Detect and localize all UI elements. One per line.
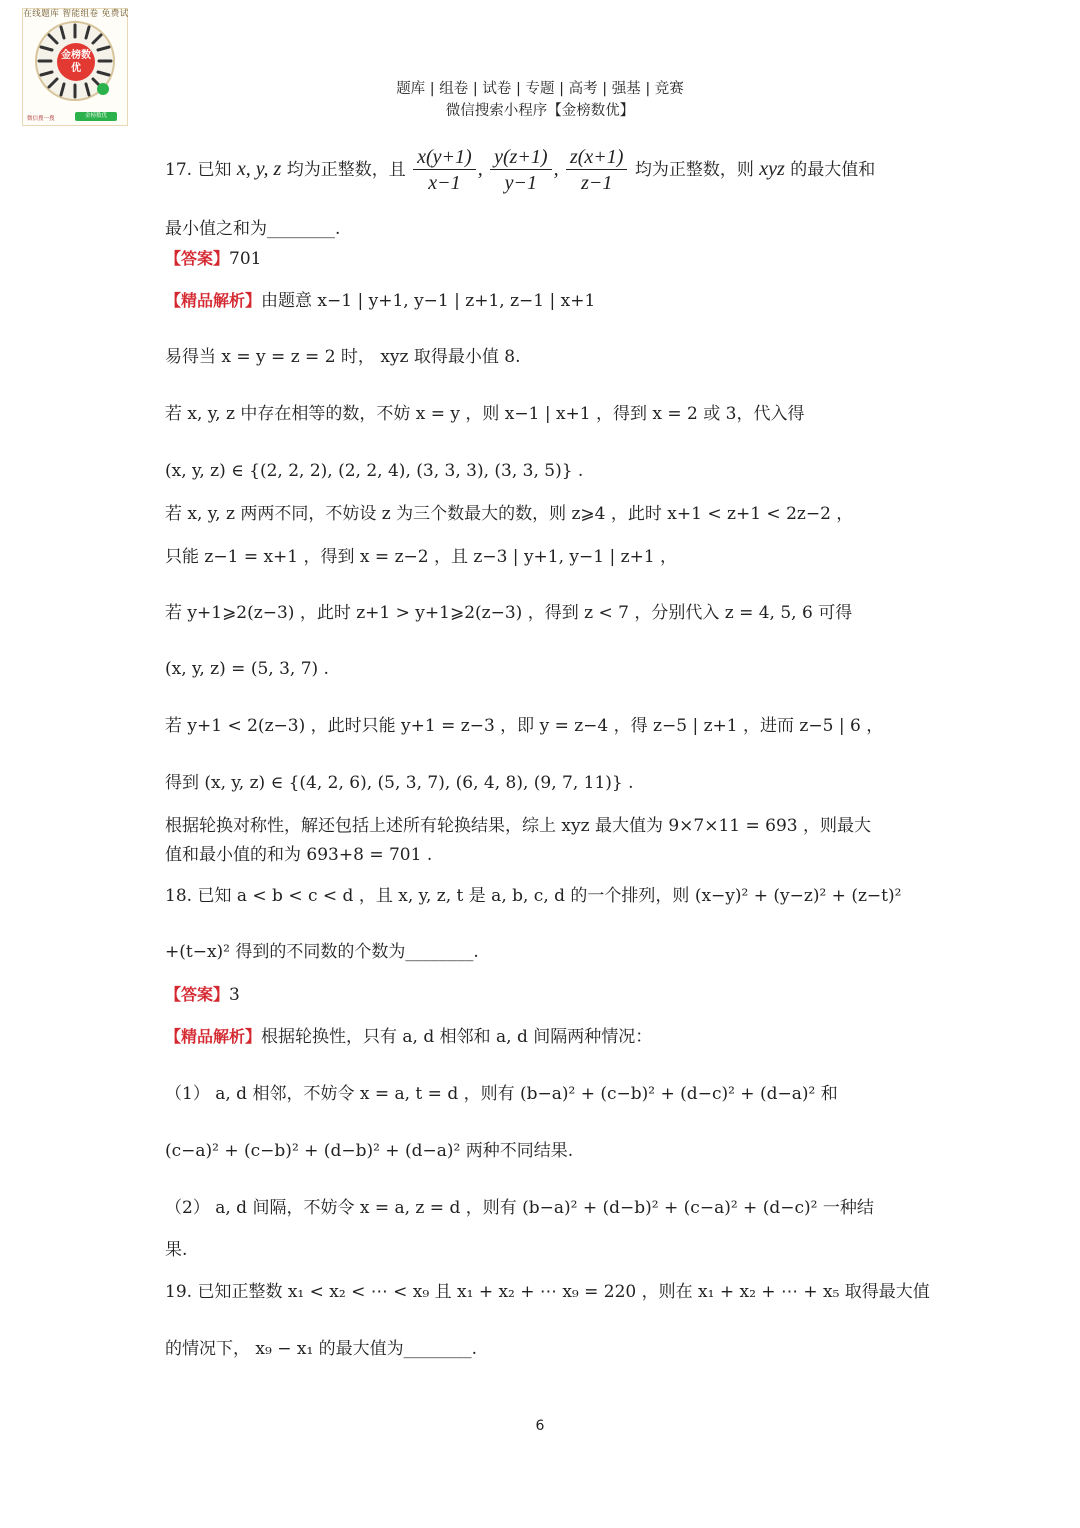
q17-analysis-11: 根据轮换对称性，解还包括上述所有轮换结果，综上 xyz 最大值为 9×7×11 = 693 ，则最大 bbox=[165, 816, 872, 836]
answer-value: 3 bbox=[229, 985, 240, 1005]
q17-after: 均为正整数，则 bbox=[634, 160, 754, 180]
q18-analysis-2: （1） a, d 相邻，不妨令 x = a, t = d ，则有 (b−a)² + (c−b)² + (d−c)² + (d−a)² 和 bbox=[165, 1084, 838, 1104]
q18-analysis-5: 果. bbox=[165, 1240, 188, 1260]
header-nav: 题库 | 组卷 | 试卷 | 专题 | 高考 | 强基 | 竞赛 bbox=[396, 81, 684, 97]
q17-analysis-8: (x, y, z) = (5, 3, 7) . bbox=[165, 659, 329, 679]
q17-analysis-5: 若 x, y, z 两两不同，不妨设 z 为三个数最大的数，则 z⩾4 ，此时 x+1 < z+1 < 2z−2 ， bbox=[165, 504, 854, 524]
analysis-label: 【精品解析】 bbox=[165, 1027, 262, 1046]
q17-mid: 均为正整数，且 bbox=[286, 160, 406, 180]
q17-vars: x, y, z bbox=[236, 158, 282, 180]
q17-tail: 的最大值和 bbox=[790, 160, 876, 180]
q17-fraction-1 bbox=[413, 145, 476, 196]
q18-answer bbox=[165, 983, 240, 1007]
header-subtitle: 微信搜索小程序【金榜数优】 bbox=[445, 103, 635, 119]
q18-analysis-1 bbox=[165, 1025, 652, 1049]
q17-analysis-6: 只能 z−1 = x+1 ，得到 x = z−2 ，且 z−3 | y+1, y−1 | z+1 ， bbox=[165, 547, 678, 567]
q17-analysis-4: (x, y, z) ∈ {(2, 2, 2), (2, 2, 4), (3, 3, 3), (3, 3, 5)} . bbox=[165, 461, 584, 481]
page-header bbox=[0, 78, 1080, 122]
analysis-text: 由题意 x−1 | y+1, y−1 | z+1, z−1 | x+1 bbox=[261, 291, 596, 311]
q17-analysis-9: 若 y+1 < 2(z−3) ，此时只能 y+1 = z−3 ，即 y = z−4 ，得 z−5 | z+1 ，进而 z−5 | 6 ， bbox=[165, 716, 884, 736]
q17-fraction-2 bbox=[490, 145, 551, 196]
q17-f3-den: z−1 bbox=[581, 172, 613, 194]
q17-analysis-10: 得到 (x, y, z) ∈ {(4, 2, 6), (5, 3, 7), (6, 4, 8), (9, 7, 11)} . bbox=[165, 773, 634, 793]
q18-stem-line1: 18. 已知 a < b < c < d ，且 x, y, z, t 是 a, b, c, d 的一个排列，则 (x−y)² + (y−z)² + (z−t)² bbox=[165, 886, 902, 906]
q18-analysis-4: （2） a, d 间隔，不妨令 x = a, z = d ，则有 (b−a)² + (d−b)² + (c−a)² + (d−c)² 一种结 bbox=[165, 1198, 874, 1218]
q17-analysis-2: 易得当 x = y = z = 2 时， xyz 取得最小值 8. bbox=[165, 347, 521, 367]
q17-stem-line2: 最小值之和为________. bbox=[165, 219, 341, 239]
answer-label: 【答案】 bbox=[165, 985, 230, 1004]
q17-prefix: 17. 已知 bbox=[165, 160, 232, 180]
q17-stem-line1: 17. 已知 x, y, z 均为正整数，且 $\frac{x(y+1)}{x-1}$ , $\frac{y(z+1)}{y-1}$ , $\frac{z(x+1)}{z-1}$ 均为正整数，则 xyz 的最大值和 bbox=[165, 146, 876, 194]
q17-analysis-7: 若 y+1⩾2(z−3) ，此时 z+1 > y+1⩾2(z−3) ，得到 z < 7 ，分别代入 z = 4, 5, 6 可得 bbox=[165, 603, 853, 623]
logo-core: 金榜数优 bbox=[57, 43, 95, 81]
logo-footer-left: 微信搜一搜 bbox=[27, 116, 55, 122]
q19-stem-line1: 19. 已知正整数 x₁ < x₂ < ⋯ < x₉ 且 x₁ + x₂ + ⋯ x₉ = 220 ，则在 x₁ + x₂ + ⋯ + x₅ 取得最大值 bbox=[165, 1282, 930, 1302]
q17-f1-den: x−1 bbox=[428, 172, 461, 194]
q17-analysis-12: 值和最小值的和为 693+8 = 701 . bbox=[165, 845, 433, 865]
page-number: 6 bbox=[535, 1418, 545, 1434]
logo-footer-right: 金榜数优 bbox=[75, 112, 117, 121]
answer-value: 701 bbox=[229, 249, 262, 269]
q17-f3-num: z(x+1) bbox=[566, 145, 627, 170]
q18-stem-line2: +(t−x)² 得到的不同数的个数为________. bbox=[165, 942, 479, 962]
q17-analysis-1 bbox=[165, 289, 595, 313]
q17-analysis-3: 若 x, y, z 中存在相等的数，不妨 x = y ，则 x−1 | x+1 ，得到 x = 2 或 3，代入得 bbox=[165, 404, 805, 424]
q17-fraction-3 bbox=[566, 145, 627, 196]
analysis-label: 【精品解析】 bbox=[165, 291, 262, 310]
q17-xyz: xyz bbox=[759, 158, 785, 180]
q19-stem-line2: 的情况下， x₉ − x₁ 的最大值为________. bbox=[165, 1339, 478, 1359]
q17-f1-num: x(y+1) bbox=[413, 145, 476, 170]
analysis-text: 根据轮换性，只有 a, d 相邻和 a, d 间隔两种情况： bbox=[261, 1027, 653, 1047]
logo-ring-text: 在线题库 智能组卷 免费试 bbox=[23, 9, 129, 19]
q17-f2-den: y−1 bbox=[504, 172, 538, 194]
answer-label: 【答案】 bbox=[165, 249, 230, 268]
q18-analysis-3: (c−a)² + (c−b)² + (d−b)² + (d−a)² 两种不同结果. bbox=[165, 1141, 574, 1161]
q17-answer bbox=[165, 247, 261, 271]
q17-f2-num: y(z+1) bbox=[490, 145, 551, 170]
